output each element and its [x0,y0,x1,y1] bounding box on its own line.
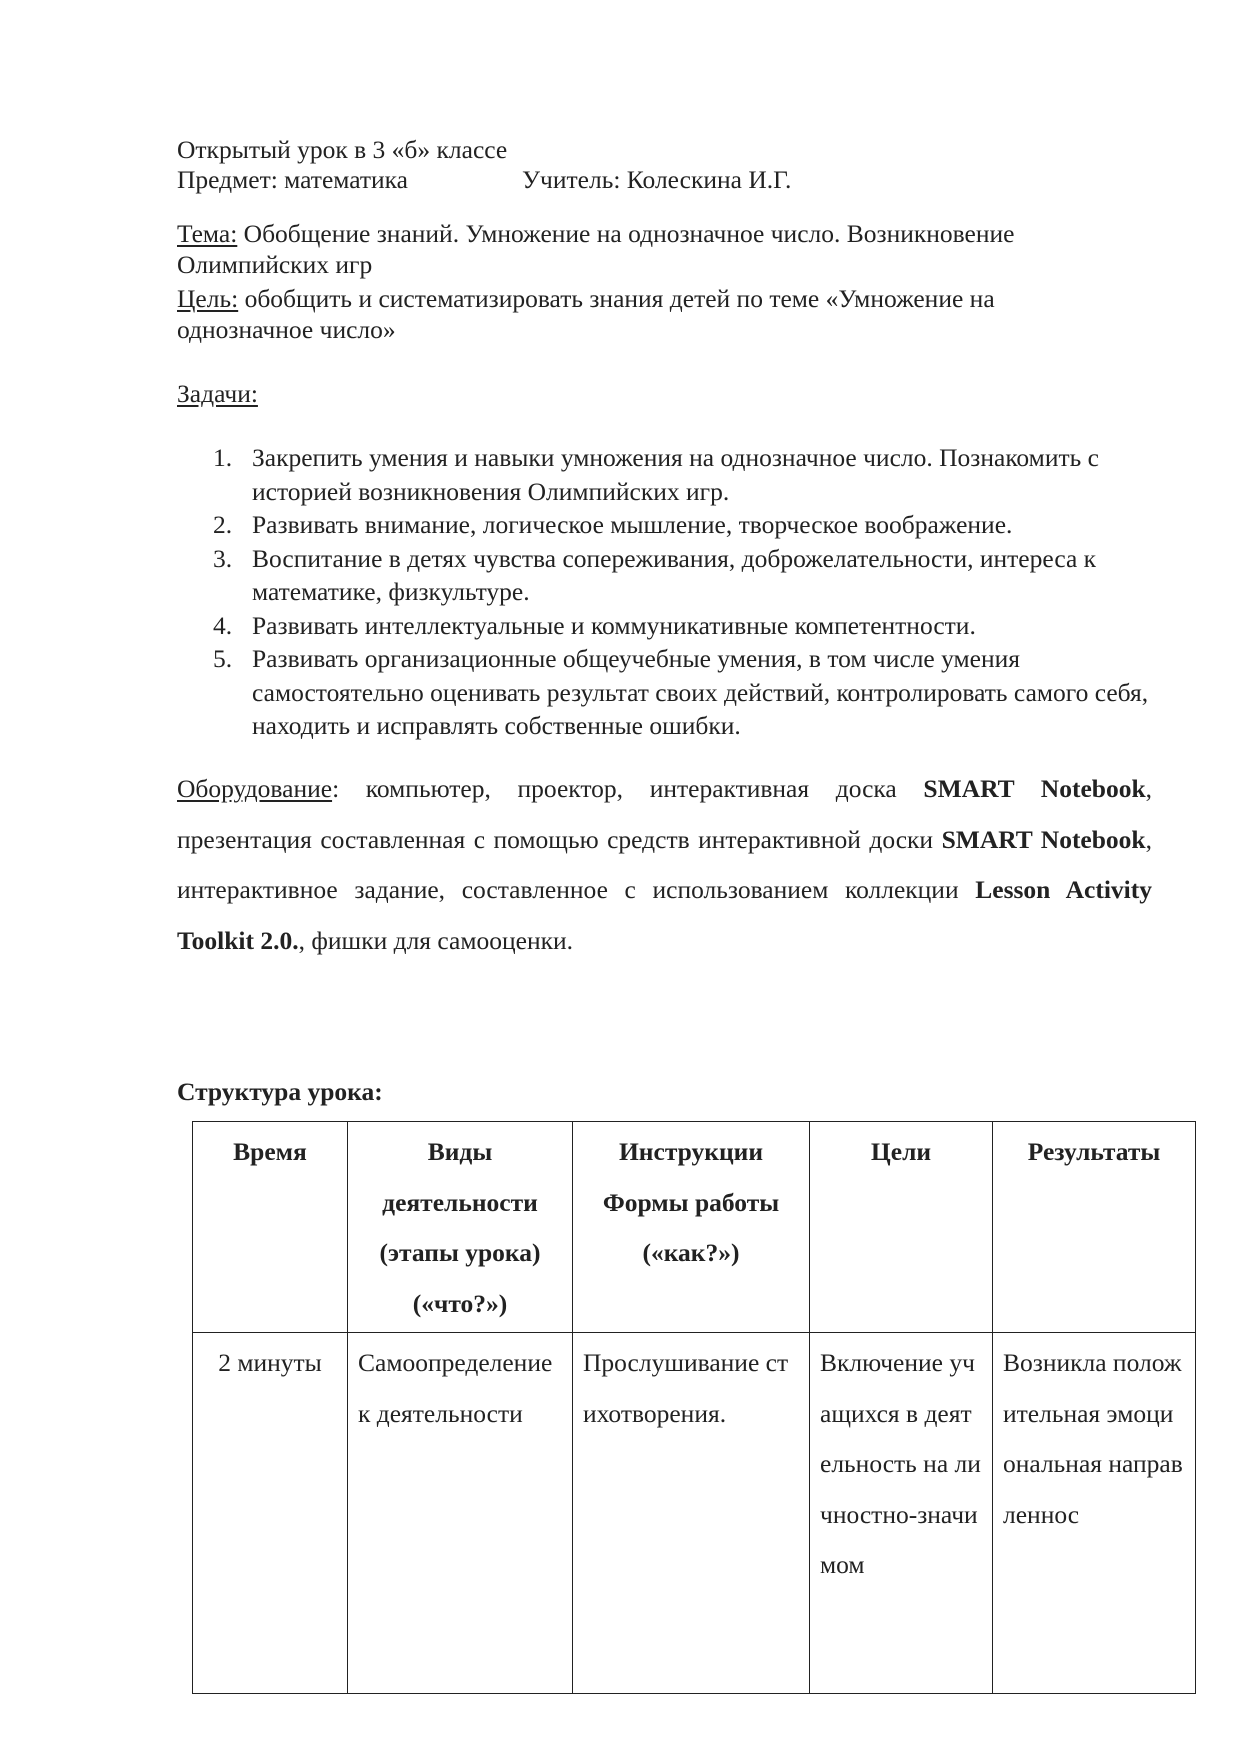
task-text: Закрепить умения и навыки умножения на однозначное число. Познакомить с историей возникновения Олимпийских игр. [252,443,1099,506]
equipment-text: компьютер, проектор, интерактивная доска [339,774,924,803]
table-header-row [193,1122,1196,1333]
list-item [177,609,1157,643]
list-item [177,508,1157,542]
header-goals: Цели [810,1122,993,1333]
list-item [177,642,1157,743]
task-number: 3. [213,543,233,573]
equipment-toolkit: Lesson Activity Toolkit 2.0. [177,875,1152,955]
header-results: Результаты [993,1122,1196,1333]
equipment-text: , интерактивное задание, составленное с использованием коллекции [177,824,1152,904]
equipment-smart-1: SMART Notebook [923,774,1146,803]
lesson-title: Открытый урок в 3 «б» классе [177,135,508,164]
topic-label: Тема: [177,219,238,248]
cell-time: 2 минуты [193,1333,348,1694]
table-row [193,1333,1196,1694]
header-activities: Виды деятельности (этапы урока) («что?») [348,1122,573,1333]
cell-goal: Включение учащихся в деятельность на личностно-значимом [810,1333,993,1694]
task-number: 1. [213,443,233,472]
goal-line [177,286,995,312]
equipment-colon: : [332,774,340,803]
goal-label: Цель: [177,284,239,313]
goal-text: обобщить и систематизировать знания детей по теме «Умножение на [238,284,995,313]
task-number: 5. [213,644,233,673]
tasks-list [177,441,1157,743]
equipment-paragraph [177,764,1152,966]
cell-instruction: Прослушивание стихотворения. [573,1333,810,1694]
cell-result: Возникла положительная эмоциональная направленнос [993,1333,1196,1694]
task-text: Развивать внимание, логическое мышление, творческое воображение. [252,510,1013,539]
task-text: Воспитание в детях чувства сопереживания, доброжелательности, интереса к математике, физкультуре. [252,543,1097,606]
subject-line: Предмет: математика [177,165,408,194]
task-number: 2. [213,510,233,539]
structure-title: Структура урока: [177,1077,383,1106]
header-time: Время [193,1122,348,1333]
task-text: Развивать организационные общеучебные умения, в том числе умения самостоятельно оценивать результат своих действий, контролировать самого себя, находить и исправлять собственные ошибки. [252,644,1149,740]
equipment-label: Оборудование [177,774,333,803]
lesson-structure-table [192,1121,1196,1694]
topic-line-cont: Олимпийских игр [177,250,373,279]
list-item [177,441,1157,508]
goal-line-cont: однозначное число» [177,315,396,344]
tasks-label: Задачи: [177,379,258,408]
teacher-line: Учитель: Колескина И.Г. [522,165,792,194]
task-number: 4. [213,610,233,640]
list-item [177,542,1157,609]
equipment-smart-2: SMART Notebook [941,824,1146,854]
header-instructions: Инструкции Формы работы («как?») [573,1122,810,1333]
task-text: Развивать интеллектуальные и коммуникативные компетентности. [252,610,976,640]
equipment-text: , презентация составленная с помощью средств интерактивной доски [177,774,1153,854]
topic-text: Обобщение знаний. Умножение на однозначное число. Возникновение [237,219,1015,248]
topic-line [177,221,1014,247]
cell-activity: Самоопределение к деятельности [348,1333,573,1694]
equipment-text: , фишки для самооценки. [298,925,574,955]
